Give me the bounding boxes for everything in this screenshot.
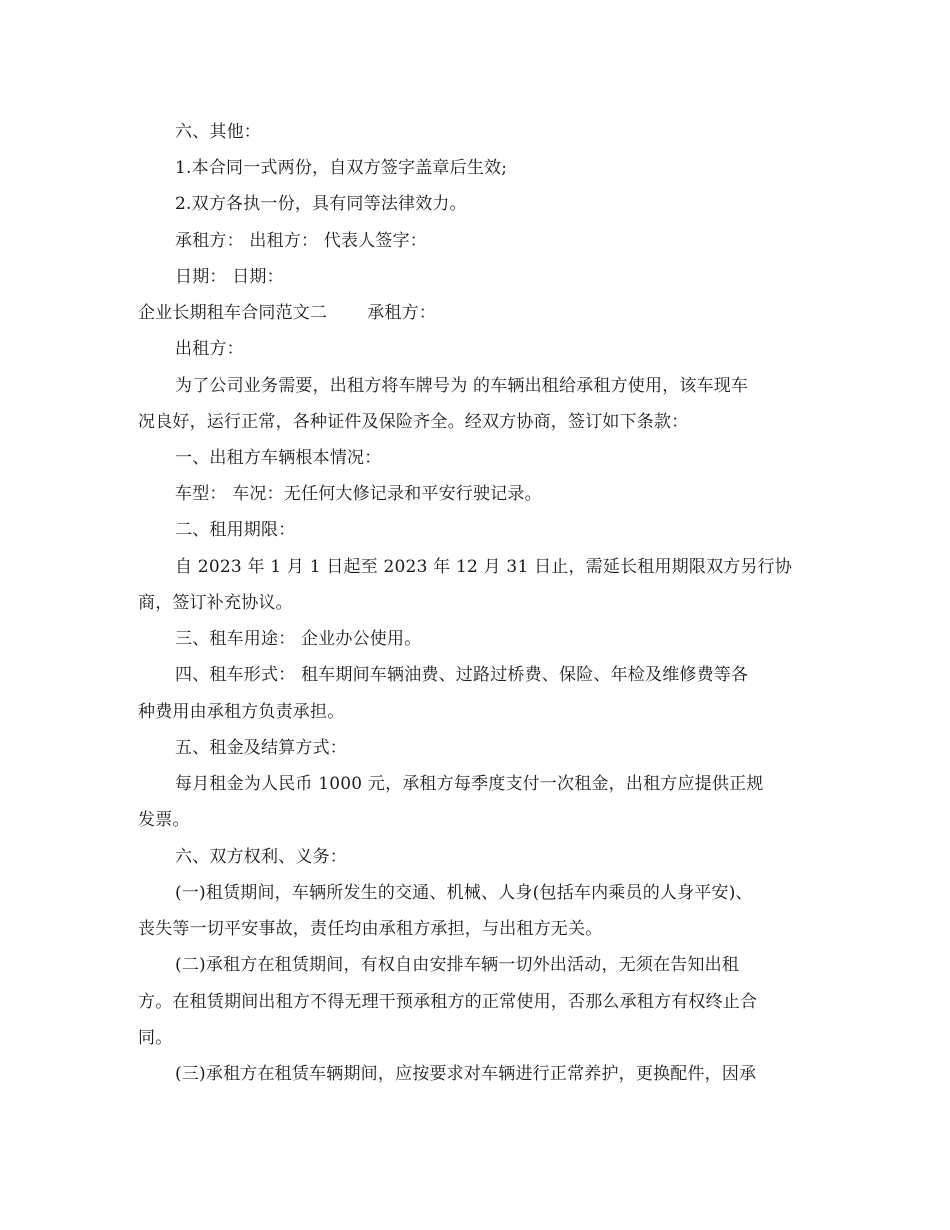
paragraph-line: (三)承租方在租赁车辆期间，应按要求对车辆进行正常养护，更换配件，因承 [175,1064,757,1084]
paragraph-line: 方。在租赁期间出租方不得无理干预承租方的正常使用，否那么承租方有权终止合 [138,992,758,1012]
paragraph-line: (一)租赁期间，车辆所发生的交通、机械、人身(包括车内乘员的人身平安)、 [175,883,753,903]
date-line: 日期： 日期： [175,267,284,287]
paragraph-line: 自 2023 年 1 月 1 日起至 2023 年 12 月 31 日止，需延长租用期限双方另行协 [175,557,793,577]
paragraph-line: 况良好，运行正常，各种证件及保险齐全。经双方协商，签订如下条款： [138,412,689,432]
section-heading: 六、双方权利、义务： [175,847,347,867]
document-subtitle: 企业长期租车合同范文二 [138,303,328,323]
signature-line: 承租方： 出租方： 代表人签字： [175,231,428,251]
paragraph-line: 发票。 [138,810,190,830]
lessor-label: 出租方： [175,339,244,359]
section-heading: 五、租金及结算方式： [175,738,347,758]
paragraph-line: 商，签订补充协议。 [138,593,293,613]
section-heading: 四、租车形式： 租车期间车辆油费、过路过桥费、保险、年检及维修费等各 [175,665,749,685]
paragraph-line: 为了公司业务需要，出租方将车牌号为 的车辆出租给承租方使用，该车现车 [175,376,749,396]
paragraph-line: 2.双方各执一份，具有同等法律效力。 [175,194,467,214]
paragraph-line: (二)承租方在租赁期间，有权自由安排车辆一切外出活动，无须在告知出租 [175,955,740,975]
lessee-label: 承租方： [367,303,437,323]
document-subtitle-line [138,301,436,325]
paragraph-line: 丧失等一切平安事故，责任均由承租方承担，与出租方无关。 [138,919,603,939]
paragraph-line: 每月租金为人民币 1000 元，承租方每季度支付一次租金，出租方应提供正规 [175,774,764,794]
section-heading: 三、租车用途： 企业办公使用。 [175,629,422,649]
paragraph-line: 车型： 车况：无任何大修记录和平安行驶记录。 [175,484,542,504]
section-heading: 二、租用期限： [175,520,296,540]
section-heading: 一、出租方车辆根本情况： [175,448,382,468]
section-heading-other: 六、其他： [175,122,261,142]
paragraph-line: 1.本合同一式两份，自双方签字盖章后生效; [175,158,508,178]
paragraph-line: 同。 [138,1028,173,1048]
paragraph-line: 种费用由承租方负责承担。 [138,702,345,722]
